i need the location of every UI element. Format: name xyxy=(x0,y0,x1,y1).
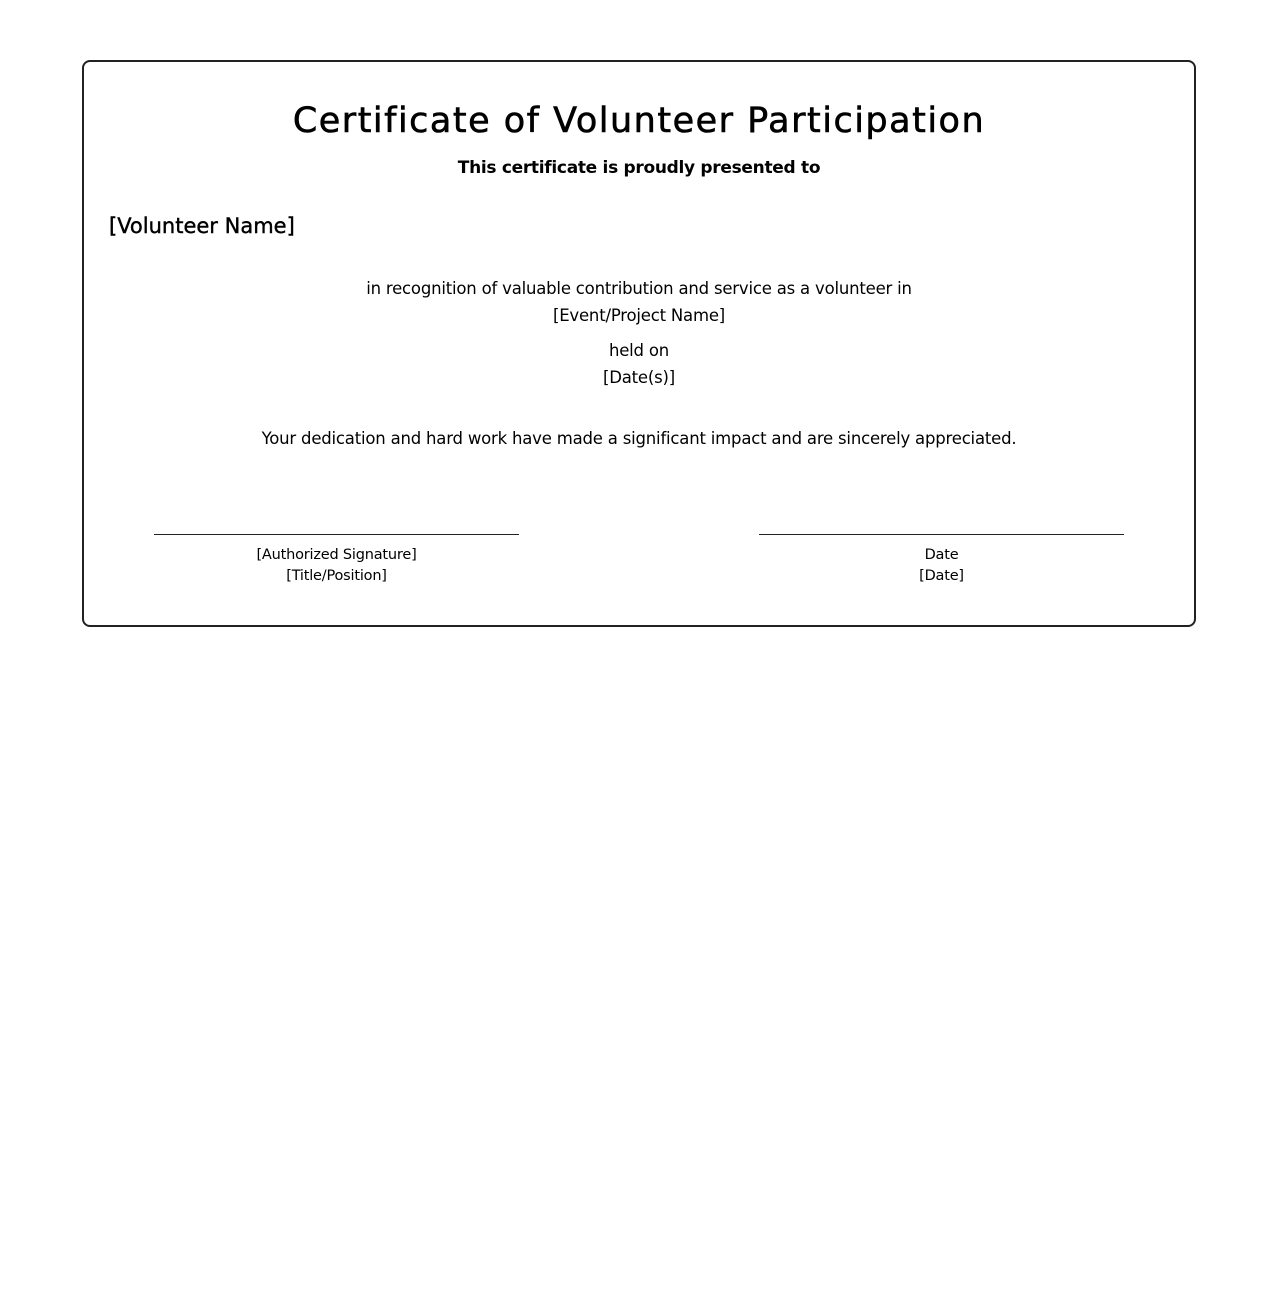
certificate-title: Certificate of Volunteer Participation xyxy=(292,101,986,141)
signature-line xyxy=(154,534,519,535)
appreciation-text: Your dedication and hard work have made a significant impact and are sincerely appreciated. xyxy=(261,429,1017,448)
signature-block-authorized xyxy=(154,534,519,587)
certificate-frame xyxy=(82,60,1196,627)
date-line xyxy=(759,534,1124,535)
date-label: Date xyxy=(924,547,959,563)
certificate-subtitle: This certificate is proudly presented to xyxy=(457,158,821,178)
authorized-signature-label: [Authorized Signature] xyxy=(256,547,417,563)
event-name: [Event/Project Name] xyxy=(552,306,726,325)
date-value: [Date] xyxy=(919,568,964,584)
event-dates: [Date(s)] xyxy=(603,368,675,387)
signature-block-date xyxy=(759,534,1124,587)
held-on-text: held on xyxy=(608,341,670,360)
title-position-label: [Title/Position] xyxy=(286,568,387,584)
recognition-text: in recognition of valuable contribution and service as a volunteer in xyxy=(366,279,912,298)
volunteer-name: [Volunteer Name] xyxy=(109,214,295,238)
